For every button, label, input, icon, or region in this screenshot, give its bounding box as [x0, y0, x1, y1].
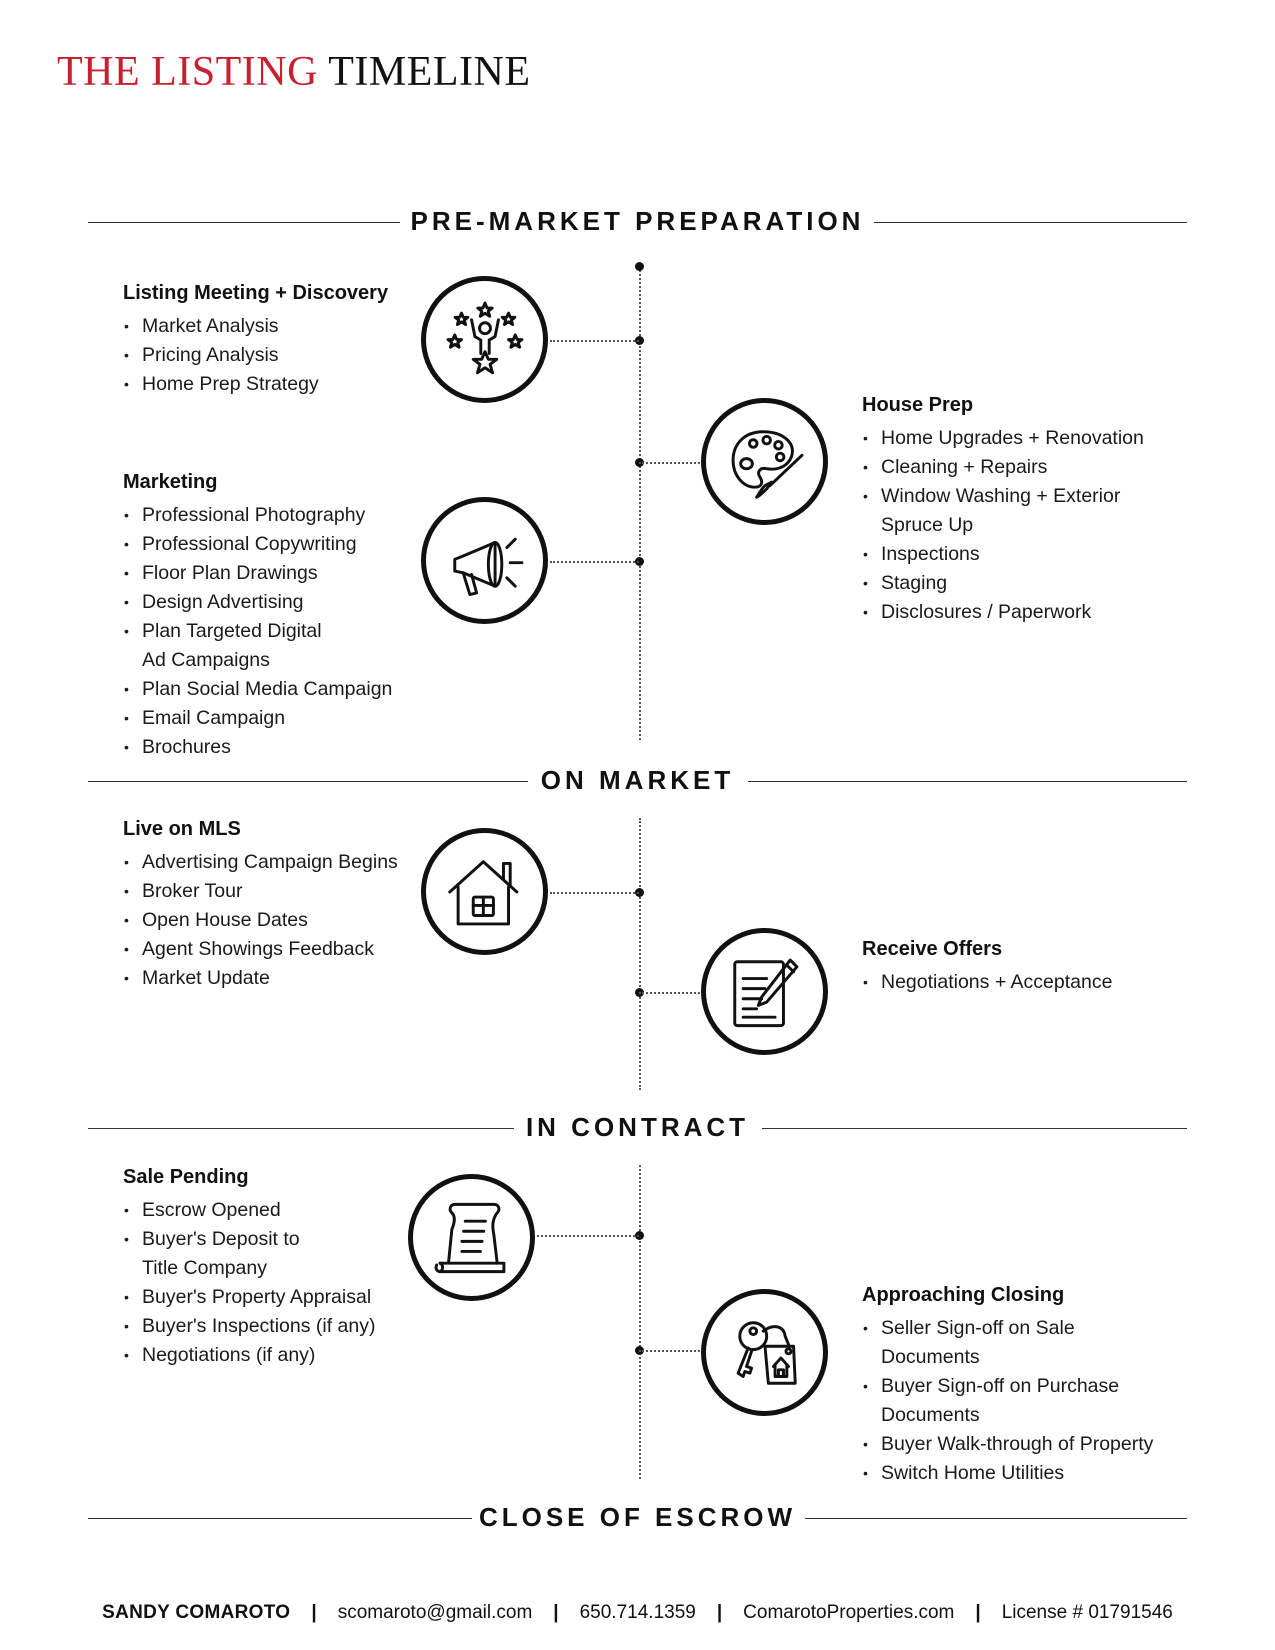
title-part-red: THE LISTING — [57, 49, 318, 95]
list-item: • Switch Home Utilities — [862, 1459, 1202, 1488]
list-item: • Agent Showings Feedback — [123, 935, 433, 964]
connector-line — [550, 892, 639, 894]
list-item-continued: Ad Campaigns — [142, 649, 270, 671]
block-heading: Sale Pending — [123, 1166, 249, 1188]
list-item: • Plan Targeted Digital — [123, 617, 433, 646]
timeline-in-contract — [639, 1165, 641, 1479]
agent-website[interactable]: ComarotoProperties.com — [743, 1602, 955, 1623]
block-heading: Live on MLS — [123, 818, 241, 840]
connector-line — [537, 1235, 639, 1237]
list-item-continued: Documents — [881, 1404, 980, 1426]
celebration-stars-icon — [421, 276, 548, 403]
list-item: • Buyer's Deposit to — [123, 1225, 433, 1254]
list-item: • Staging — [862, 569, 1202, 598]
block-approaching-closing — [862, 1282, 1202, 1488]
list-item: • Market Update — [123, 964, 433, 993]
list-item: • Floor Plan Drawings — [123, 559, 433, 588]
megaphone-icon — [421, 497, 548, 624]
timeline-dot — [635, 262, 644, 271]
agent-license: License # 01791546 — [1001, 1602, 1173, 1623]
list-item: • Disclosures / Paperwork — [862, 598, 1202, 627]
list-item: • Professional Copywriting — [123, 530, 433, 559]
list-item: • Cleaning + Repairs — [862, 453, 1202, 482]
list-item-continued: Documents — [881, 1346, 980, 1368]
house-keys-icon — [701, 1289, 828, 1416]
list-item: • Home Upgrades + Renovation — [862, 424, 1202, 453]
title-part-black: TIMELINE — [328, 49, 531, 95]
document-pen-icon — [701, 928, 828, 1055]
list-item: • Home Prep Strategy — [123, 370, 433, 399]
list-item: • Brochures — [123, 733, 433, 762]
footer-contact-bar — [0, 1602, 1275, 1624]
block-sale-pending — [123, 1164, 433, 1370]
section-heading-close-of-escrow: CLOSE OF ESCROW — [478, 1502, 797, 1532]
connector-line — [550, 561, 639, 563]
block-marketing — [123, 469, 433, 762]
agent-phone[interactable]: 650.714.1359 — [579, 1602, 696, 1623]
block-heading: Approaching Closing — [862, 1284, 1065, 1306]
connector-line — [550, 340, 639, 342]
list-item: • Seller Sign-off on Sale — [862, 1314, 1202, 1343]
list-item: • Email Campaign — [123, 704, 433, 733]
block-listing-meeting — [123, 280, 433, 399]
timeline-on-market — [639, 818, 641, 1090]
block-heading: House Prep — [862, 394, 974, 416]
block-list — [123, 1196, 433, 1370]
footer-separator: | — [311, 1602, 317, 1623]
list-item: • Negotiations (if any) — [123, 1341, 433, 1370]
section-heading-in-contract: IN CONTRACT — [525, 1112, 750, 1142]
page-title — [57, 48, 530, 96]
list-item: • Buyer Sign-off on Purchase — [862, 1372, 1202, 1401]
block-heading: Listing Meeting + Discovery — [123, 282, 389, 304]
section-heading-on-market: ON MARKET — [540, 765, 735, 795]
list-item-continued: Title Company — [142, 1257, 267, 1279]
list-item: • Window Washing + Exterior — [862, 482, 1202, 511]
list-item: • Plan Social Media Campaign — [123, 675, 433, 704]
list-item: • Buyer's Property Appraisal — [123, 1283, 433, 1312]
paint-palette-icon — [701, 398, 828, 525]
list-item: • Negotiations + Acceptance — [862, 968, 1202, 997]
section-heading-pre-market: PRE-MARKET PREPARATION — [410, 206, 865, 236]
block-list — [862, 968, 1202, 997]
block-list — [862, 1314, 1202, 1488]
list-item: • Market Analysis — [123, 312, 433, 341]
list-item: • Open House Dates — [123, 906, 433, 935]
block-heading: Receive Offers — [862, 938, 1003, 960]
list-item: • Pricing Analysis — [123, 341, 433, 370]
agent-name: SANDY COMAROTO — [102, 1602, 291, 1623]
block-heading: Marketing — [123, 471, 218, 493]
block-receive-offers — [862, 936, 1202, 997]
block-list — [123, 501, 433, 762]
block-list — [123, 312, 433, 399]
list-item: • Design Advertising — [123, 588, 433, 617]
block-live-on-mls — [123, 816, 433, 993]
list-item: • Escrow Opened — [123, 1196, 433, 1225]
footer-separator: | — [716, 1602, 723, 1623]
list-item: • Broker Tour — [123, 877, 433, 906]
footer-separator: | — [553, 1602, 559, 1623]
block-list — [123, 848, 433, 993]
footer-separator: | — [975, 1602, 981, 1623]
list-item: • Inspections — [862, 540, 1202, 569]
list-item: • Professional Photography — [123, 501, 433, 530]
list-item: • Buyer Walk-through of Property — [862, 1430, 1202, 1459]
agent-email[interactable]: scomaroto@gmail.com — [337, 1602, 533, 1623]
list-item: • Buyer's Inspections (if any) — [123, 1312, 433, 1341]
house-icon — [421, 828, 548, 955]
list-item: • Advertising Campaign Begins — [123, 848, 433, 877]
block-house-prep — [862, 392, 1202, 627]
block-list — [862, 424, 1202, 627]
list-item-continued: Spruce Up — [881, 514, 974, 536]
